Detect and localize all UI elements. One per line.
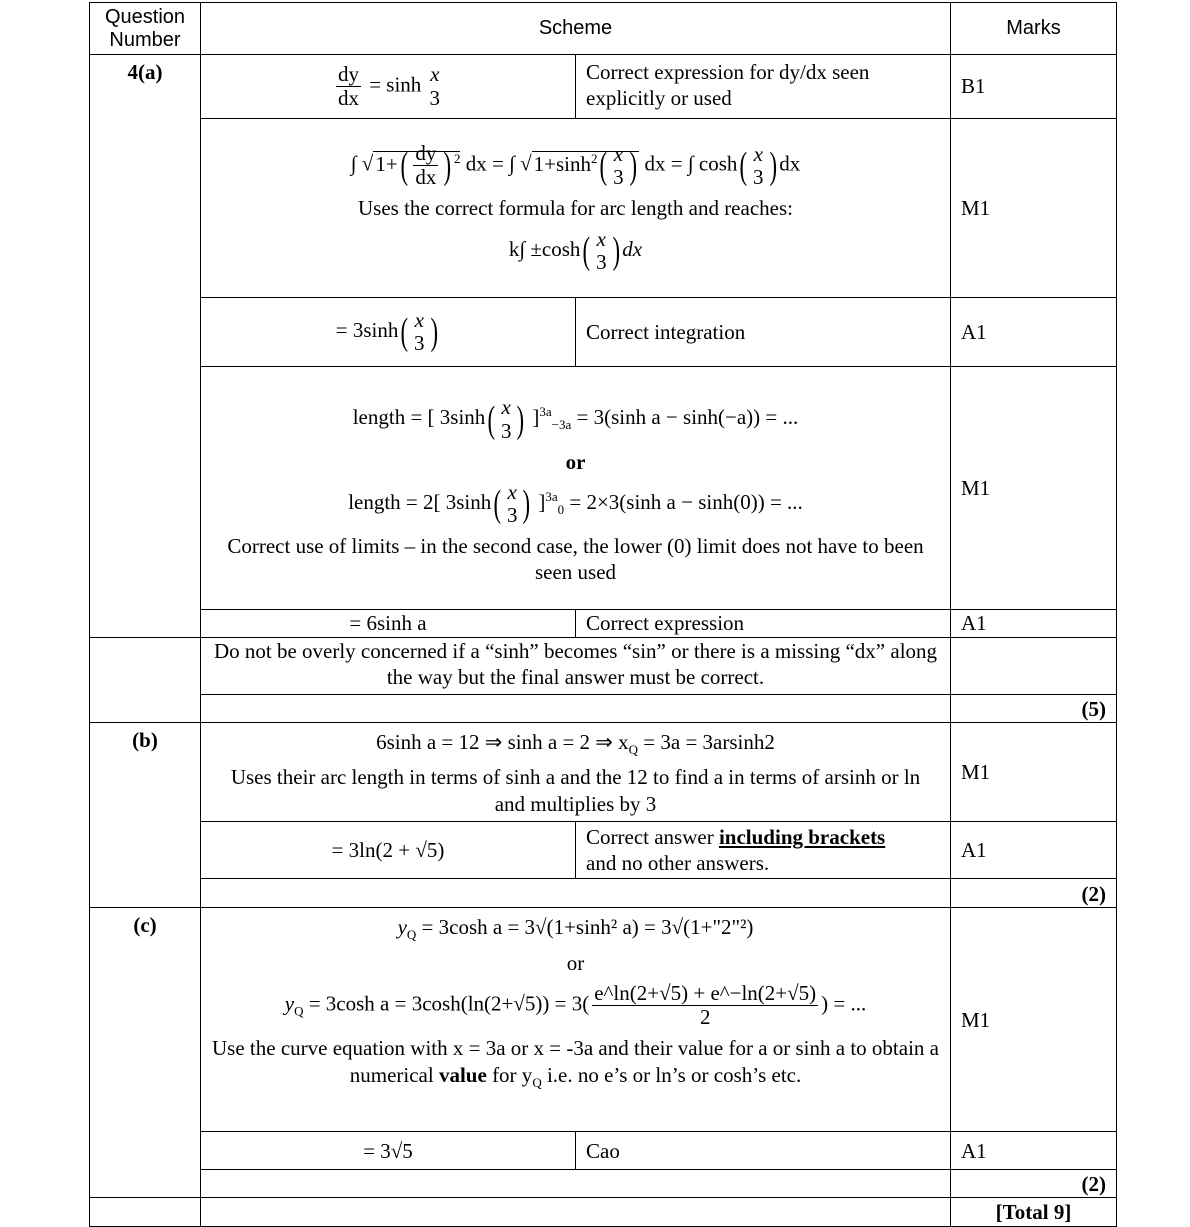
d: dx bbox=[415, 165, 437, 190]
header-scheme: Scheme bbox=[201, 3, 951, 55]
b-r2-math: = 3ln(2 + √5) bbox=[201, 821, 576, 879]
d: 3 bbox=[500, 418, 512, 443]
emphasis: value bbox=[438, 1062, 487, 1087]
b-r2-text bbox=[576, 821, 951, 879]
c-r2-math: = 3√5 bbox=[201, 1132, 576, 1170]
question-b: (b) bbox=[90, 723, 201, 908]
emphasis: including brackets bbox=[718, 824, 886, 849]
t: and no other answers. bbox=[586, 851, 770, 876]
d: 3 bbox=[613, 164, 624, 189]
blank-scheme-cell bbox=[201, 1170, 951, 1198]
b-r1-mark: M1 bbox=[951, 723, 1117, 822]
a-r2-mark: M1 bbox=[951, 119, 1117, 298]
b-r2-mark: A1 bbox=[951, 821, 1117, 879]
a-r1-math bbox=[201, 55, 576, 119]
c-r1-text bbox=[211, 1035, 940, 1091]
a-r5-math: = 6sinh a bbox=[201, 610, 576, 638]
a-r2-text: Uses the correct formula for arc length and reaches: bbox=[358, 196, 793, 221]
mark-scheme-table bbox=[89, 2, 1117, 1227]
t: y bbox=[284, 991, 295, 1016]
a-r4-scheme bbox=[201, 367, 951, 610]
b-r1-text: Uses their arc length in terms of sinh a and the 12 to find a in terms of arsinh or ln and multiplies by 3 bbox=[230, 765, 921, 816]
t: dx = ∫ bbox=[465, 151, 515, 176]
header-marks: Marks bbox=[951, 3, 1117, 55]
t: dx = ∫ cosh bbox=[644, 151, 738, 176]
t: for y bbox=[486, 1062, 533, 1087]
den: dx bbox=[337, 86, 359, 110]
d: 2 bbox=[699, 1005, 711, 1030]
n: x bbox=[613, 141, 624, 166]
den: 3 bbox=[429, 85, 441, 110]
c-total: (2) bbox=[951, 1170, 1117, 1198]
a-r4-text: Correct use of limits – in the second case, the lower (0) limit does not have to been seen used bbox=[227, 534, 924, 585]
lower-limit: −3a bbox=[551, 417, 572, 433]
t: dx bbox=[779, 151, 801, 176]
n: x bbox=[414, 307, 424, 332]
t: = 3a = 3arsinh2 bbox=[638, 730, 775, 754]
eq: = sinh bbox=[369, 72, 422, 97]
t: i.e. no e’s or ln’s or cosh’s etc. bbox=[541, 1062, 802, 1087]
num: x bbox=[430, 62, 440, 87]
d: 3 bbox=[753, 164, 764, 189]
a-r3-mark: A1 bbox=[951, 298, 1117, 367]
int: ∫ bbox=[350, 151, 357, 176]
n: dy bbox=[415, 141, 437, 166]
t: = 3(sinh a − sinh(−a)) = ... bbox=[576, 405, 799, 430]
num: dy bbox=[337, 61, 359, 86]
t: y bbox=[397, 915, 407, 940]
a-r5-text: Correct expression bbox=[576, 610, 951, 638]
t: 6sinh a = 12 ⇒ sinh a = 2 ⇒ x bbox=[376, 730, 629, 754]
s: Q bbox=[406, 927, 417, 943]
grand-total: [Total 9] bbox=[951, 1198, 1117, 1227]
a-total: (5) bbox=[951, 695, 1117, 723]
n: e^ln(2+√5) + e^−ln(2+√5) bbox=[594, 981, 817, 1006]
header-question: Question Number bbox=[90, 3, 201, 55]
blank-question-cell bbox=[90, 1198, 201, 1227]
b-total: (2) bbox=[951, 879, 1117, 908]
s: 2 bbox=[590, 150, 598, 166]
n: x bbox=[753, 141, 763, 166]
t: dx bbox=[622, 236, 643, 261]
c-r1-math1 bbox=[201, 914, 950, 943]
t: = 2×3(sinh a − sinh(0)) = ... bbox=[569, 489, 803, 514]
n: x bbox=[507, 479, 517, 504]
or-label: or bbox=[566, 950, 585, 975]
n: x bbox=[501, 395, 511, 420]
arc-length-integral: ∫ √1+( $\frac{dy}{dx}$ ) $^2$ dx = ∫ $√1+\sinh^2$( x 3 ) dx = ∫ cosh( x 3 ) dx bbox=[350, 141, 801, 190]
blank-scheme-cell bbox=[201, 695, 951, 723]
s: 2 bbox=[453, 150, 461, 166]
d: 3 bbox=[596, 249, 607, 274]
blank-scheme-cell bbox=[201, 1198, 951, 1227]
length-limits-2: length = 2[ 3sinh( x 3 ) ]$^{3a}_0$ = 2×3(sinh a − sinh(0)) = ... bbox=[348, 479, 803, 527]
k-cosh-integral: k∫ ±cosh( x 3 ) dx bbox=[508, 226, 643, 274]
t: Correct answer bbox=[586, 824, 719, 849]
b-r1-scheme bbox=[201, 723, 951, 822]
upper-limit: 3a bbox=[545, 488, 558, 504]
a-r3-math: = 3sinh( x 3 ) bbox=[201, 298, 576, 367]
a-r3-text: Correct integration bbox=[576, 298, 951, 367]
upper-limit: 3a bbox=[539, 404, 552, 420]
blank-question-cell bbox=[90, 638, 201, 723]
c-r1-scheme bbox=[201, 908, 951, 1132]
t: k∫ ±cosh bbox=[508, 236, 581, 261]
a-r4-mark: M1 bbox=[951, 367, 1117, 610]
s: Q bbox=[532, 1074, 542, 1090]
c-r2-text: Cao bbox=[576, 1132, 951, 1170]
blank-mark-cell bbox=[951, 638, 1117, 695]
blank-scheme-cell bbox=[201, 879, 951, 908]
a-r1-mark: B1 bbox=[951, 55, 1117, 119]
t: length = [ 3sinh bbox=[352, 405, 486, 430]
c-r1-mark: M1 bbox=[951, 908, 1117, 1132]
t: = 3sinh bbox=[335, 317, 399, 342]
question-c: (c) bbox=[90, 908, 201, 1198]
t: 1+sinh bbox=[533, 151, 591, 176]
t: Use the curve equation with x = 3a or x = -3a and their value for a or sinh a to obtain a numerical bbox=[212, 1036, 939, 1087]
n: x bbox=[596, 226, 606, 251]
t: length = 2[ 3sinh bbox=[348, 489, 492, 514]
a-r1-text: Correct expression for dy/dx seen explicitly or used bbox=[576, 55, 951, 119]
c-r1-math2 bbox=[201, 982, 950, 1029]
d: 3 bbox=[414, 331, 425, 355]
d: 3 bbox=[506, 502, 518, 527]
a-r2-scheme bbox=[201, 119, 951, 298]
a-note: Do not be overly concerned if a “sinh” becomes “sin” or there is a missing “dx” along the way but the final answer must be correct. bbox=[201, 638, 951, 695]
length-limits-1: length = [ 3sinh( x 3 ) ]$^{3a}_{-3a}$ = 3(sinh a − sinh(−a)) = ... bbox=[352, 395, 799, 443]
t: 1+ bbox=[375, 151, 398, 176]
b-r1-math bbox=[201, 729, 950, 758]
or-label: or bbox=[565, 449, 586, 474]
t: = 3cosh a = 3√(1+sinh² a) = 3√(1+"2"²) bbox=[416, 915, 754, 940]
t: ) = ... bbox=[821, 991, 867, 1016]
question-4a: 4(a) bbox=[90, 55, 201, 638]
s: Q bbox=[294, 1003, 304, 1019]
s: Q bbox=[628, 742, 639, 758]
a-r5-mark: A1 bbox=[951, 610, 1117, 638]
c-r2-mark: A1 bbox=[951, 1132, 1117, 1170]
lower-limit: 0 bbox=[557, 501, 565, 517]
t: = 3cosh a = 3cosh(ln(2+√5)) = 3( bbox=[303, 991, 590, 1016]
